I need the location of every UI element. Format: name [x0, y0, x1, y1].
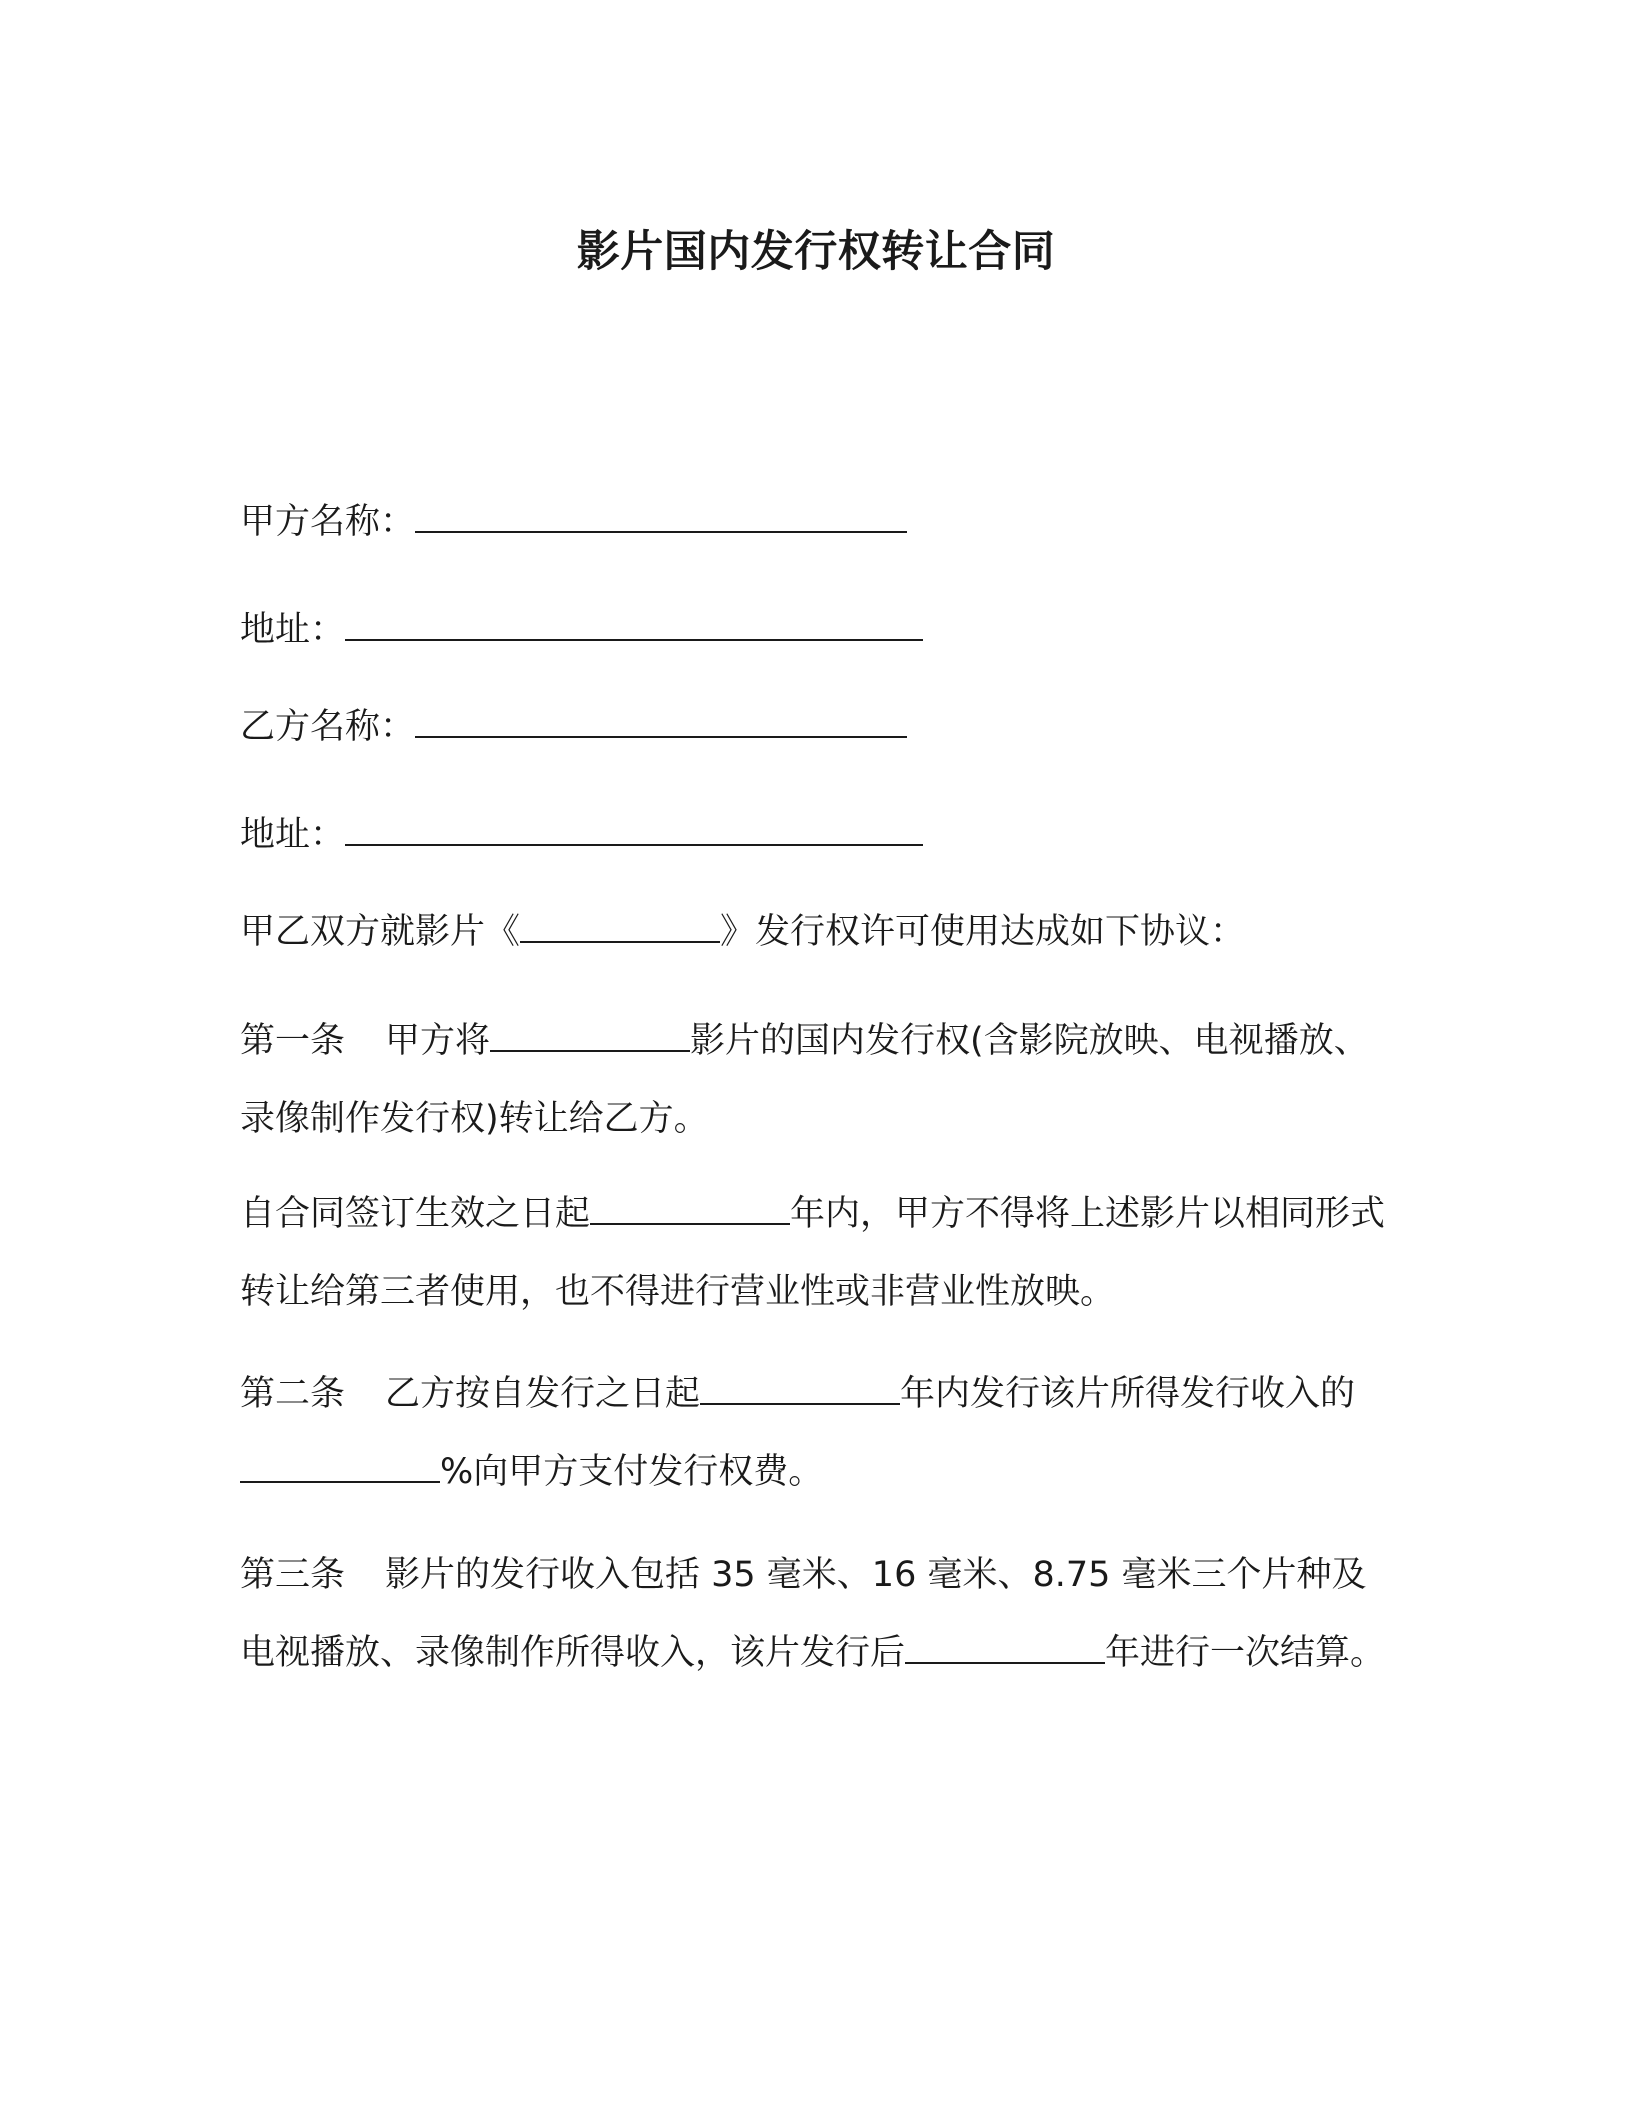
- intro-after: 》发行权许可使用达成如下协议：: [720, 912, 1246, 952]
- party-a-address-blank[interactable]: [345, 609, 923, 641]
- article-2-after: %向甲方支付发行权费。: [440, 1452, 824, 1492]
- article-3-before: 影片的发行收入包括 35 毫米、16 毫米、8.75 毫米三个片种及电视播放、录像制作所得收入，该片发行后: [240, 1555, 1367, 1673]
- article-1-after: 影片的国内发行权(含影院放映、电视播放、录像制作发行权)转让给乙方。: [240, 1021, 1369, 1139]
- party-b-name-row: [240, 705, 1400, 749]
- article-3-years-blank[interactable]: [905, 1632, 1105, 1664]
- article-3-after: 年进行一次结算。: [1105, 1633, 1386, 1673]
- party-b-address-row: [240, 813, 1400, 857]
- party-a-name-blank[interactable]: [415, 501, 907, 533]
- intro-before: 甲乙双方就影片《: [240, 912, 521, 952]
- party-a-name-label: 甲方名称：: [240, 502, 416, 542]
- party-b-name-blank[interactable]: [415, 706, 907, 738]
- article-3-heading: 第三条: [240, 1555, 346, 1595]
- party-b-address-blank[interactable]: [345, 814, 923, 846]
- article-2-before: 乙方按自发行之日起: [385, 1374, 701, 1414]
- term-clause-before: 自合同签订生效之日起: [240, 1194, 591, 1234]
- article-2-years-blank[interactable]: [700, 1373, 900, 1405]
- article-1-before: 甲方将: [385, 1021, 491, 1061]
- term-clause-after: 年内，甲方不得将上述影片以相同形式转让给第三者使用，也不得进行营业性或非营业性放映。: [240, 1194, 1386, 1312]
- film-title-blank[interactable]: [520, 911, 720, 943]
- article-1: [240, 1002, 1400, 1158]
- article-2-middle: 年内发行该片所得发行收入的: [900, 1374, 1356, 1414]
- article-1-film-blank[interactable]: [490, 1020, 690, 1052]
- term-clause: [240, 1175, 1400, 1331]
- party-a-address-label: 地址：: [240, 610, 346, 650]
- article-2-percent-blank[interactable]: [240, 1451, 440, 1483]
- article-1-heading: 第一条: [240, 1021, 346, 1061]
- article-3: [240, 1536, 1400, 1692]
- article-2-heading: 第二条: [240, 1374, 346, 1414]
- document-title: 影片国内发行权转让合同: [576, 227, 1056, 277]
- article-2: [240, 1355, 1400, 1511]
- party-a-name-row: [240, 500, 1400, 544]
- party-b-address-label: 地址：: [240, 815, 346, 855]
- party-a-address-row: [240, 608, 1400, 652]
- term-years-blank[interactable]: [590, 1193, 790, 1225]
- party-b-name-label: 乙方名称：: [240, 707, 416, 747]
- intro-line: [240, 910, 1400, 954]
